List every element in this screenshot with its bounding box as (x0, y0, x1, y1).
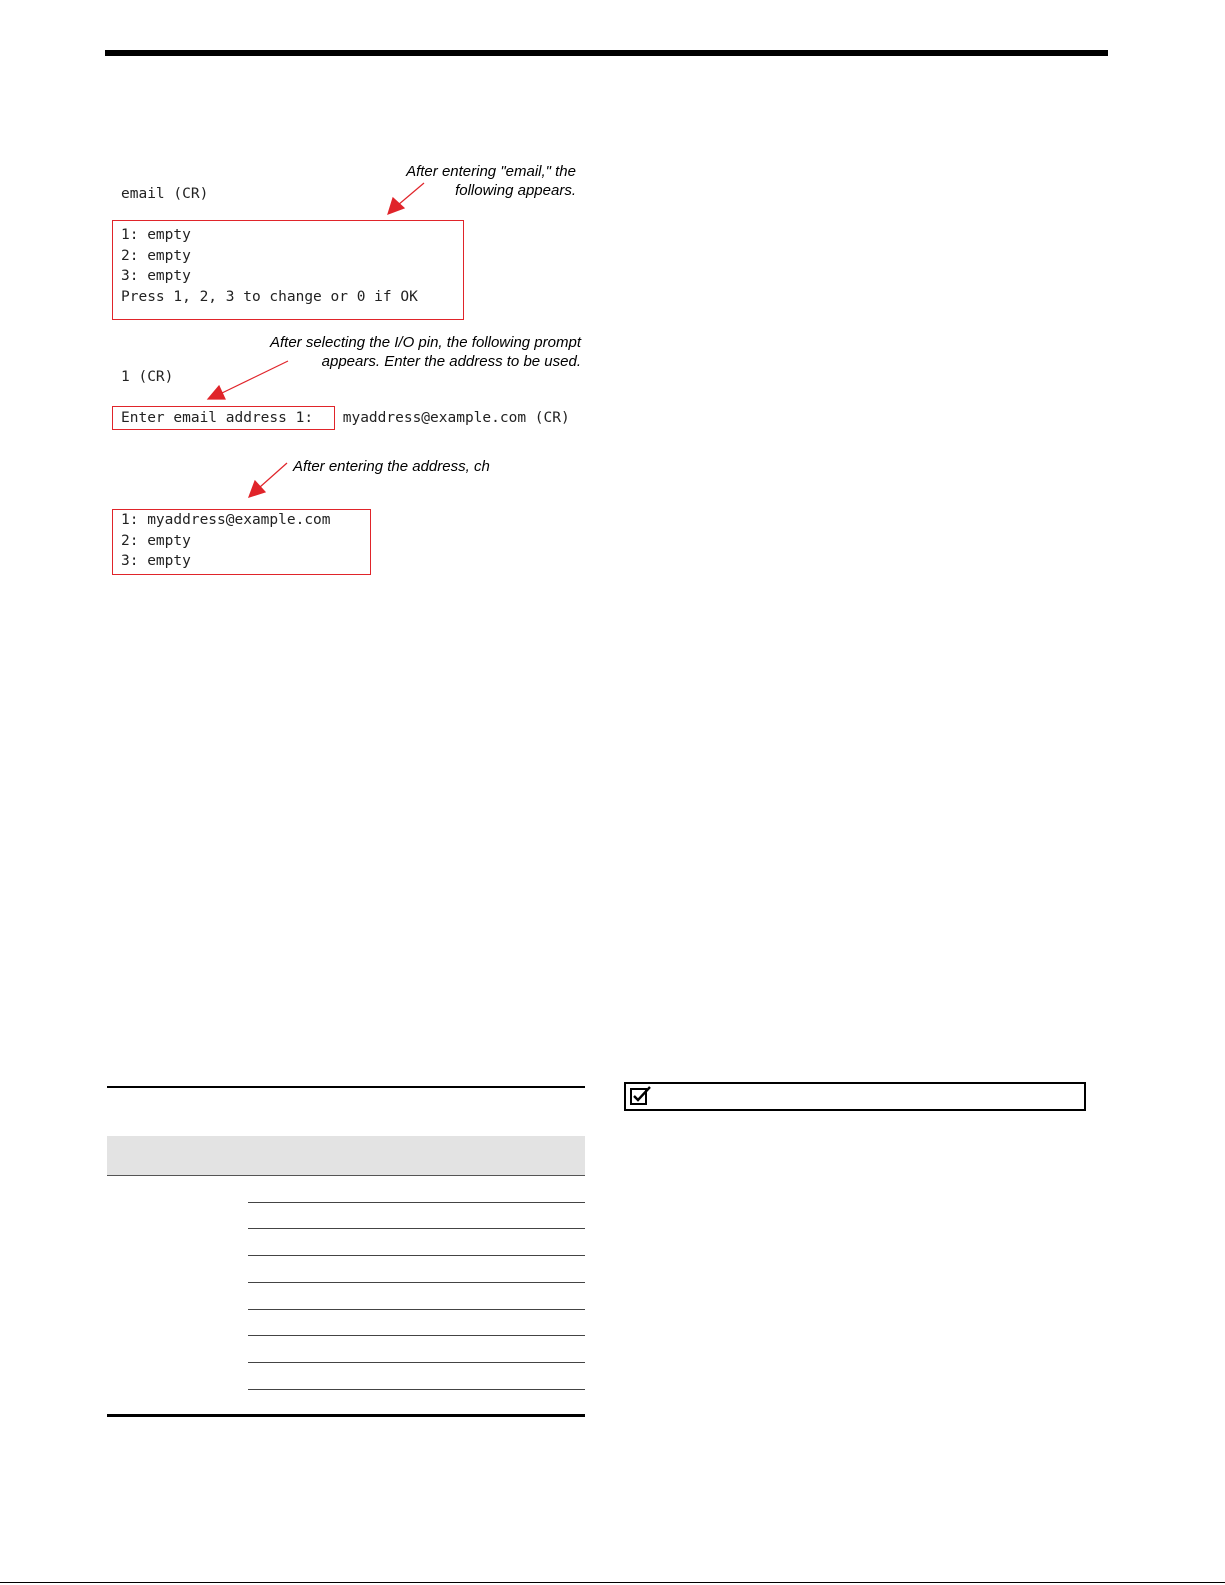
table-row (248, 1362, 585, 1363)
email-list-line-2: 2: empty (121, 247, 191, 264)
address-prompt-label: Enter email address 1: (121, 410, 314, 426)
callout-note-3: After entering the address, ch (293, 458, 490, 475)
table-header-rule (107, 1175, 585, 1176)
table-header-band (107, 1136, 585, 1175)
table-top-rule (107, 1086, 585, 1088)
callout-note-2: After selecting the I/O pin, the following prompt appears. Enter the address to be used. (270, 334, 581, 370)
table-bottom-rule (107, 1414, 585, 1417)
table-row (248, 1309, 585, 1310)
arrow-3-line (260, 463, 287, 487)
terminal-line-email-cmd: email (CR) (121, 186, 209, 202)
table-row (248, 1282, 585, 1283)
page-bottom-rule (0, 1582, 1225, 1583)
email-list-line-3: 3: empty (121, 268, 191, 284)
arrow-1-head (388, 198, 404, 214)
updated-list-line-2: 2: empty (121, 532, 191, 549)
updated-list-line-3: 3: empty (121, 553, 191, 569)
table-row (248, 1389, 585, 1390)
callout-note-1: After entering "email," the following appears. (406, 163, 576, 199)
note-box (624, 1082, 1086, 1111)
arrow-1-line (398, 183, 424, 205)
email-list-prompt: Press 1, 2, 3 to change or 0 if OK (121, 288, 418, 305)
table-row (248, 1335, 585, 1336)
arrow-2-line (222, 361, 288, 393)
address-prompt-input: myaddress@example.com (CR) (334, 410, 570, 426)
arrow-2-head (208, 386, 225, 399)
arrow-3-head (249, 481, 265, 497)
terminal-line-select-cmd: 1 (CR) (121, 369, 174, 385)
email-list-line-1: 1: empty (121, 227, 191, 243)
table-row (248, 1255, 585, 1256)
table-row (248, 1202, 585, 1203)
checkbox-check-icon (630, 1086, 652, 1106)
updated-list-line-1: 1: myaddress@example.com (121, 512, 331, 528)
table-row (248, 1228, 585, 1229)
callout-arrows (0, 0, 1225, 700)
